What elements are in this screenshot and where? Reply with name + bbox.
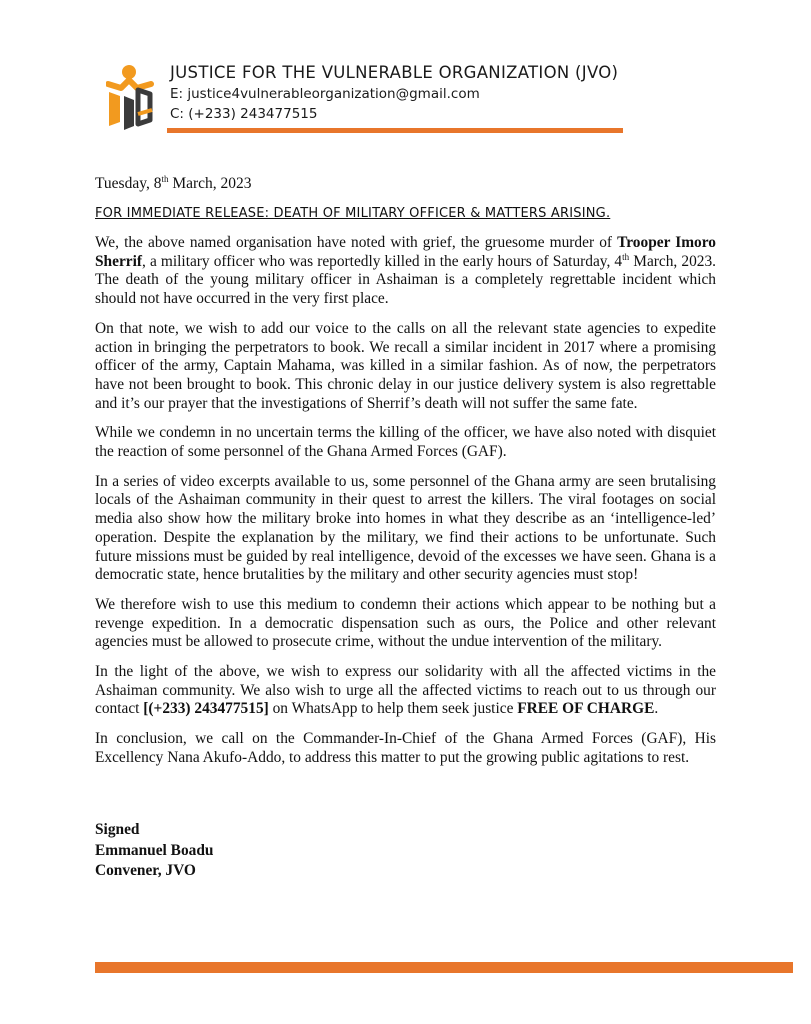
paragraph-2: On that note, we wish to add our voice to the calls on all the relevant state agencies to expedite action in bringing the perpetrators to book. We recall a similar incident in 2017 where a promising officer of the army, Captain Mahama, was killed in a similar fashion. As of now, the perpetrators have not been brought to book. This chronic delay in our justice delivery system is also regrettable and it’s our prayer that the investigations of Sherrif’s death will not suffer the same fate. [95,319,716,412]
org-phone: C: (+233) 243477515 [170,106,318,122]
header-divider [167,128,623,133]
paragraph-7: In conclusion, we call on the Commander-In-Chief of the Ghana Armed Forces (GAF), His Excellency Nana Akufo-Addo, to address this matter to put the growing public agitations to rest. [95,730,716,766]
letter-body [95,234,716,779]
signatory-title: Convener, JVO [95,862,196,879]
paragraph-4: In a series of video excerpts available to us, some personnel of the Ghana army are seen brutalising locals of the Ashaiman community in their quest to arrest the killers. The viral footages on social media also show how the military broke into homes in what they describe as an ‘intelligence-led’ operation. Despite the explanation by the military, we find their actions to be unfortunate. Such future missions must be guided by real intelligence, devoid of the excesses we have seen. Ghana is a democratic state, hence brutalities by the military and other security agencies must stop! [95,472,716,584]
signatory-name: Emmanuel Boadu [95,841,214,859]
signature-block [95,820,213,882]
paragraph-6: In the light of the above, we wish to express our solidarity with all the affected victims in the Ashaiman community. We also wish to urge all the affected victims to reach out to us through our contact [(+233) 243477515] on WhatsApp to help them seek justice FREE OF CHARGE. [95,663,716,718]
letter-date: Tuesday, 8th March, 2023 [95,174,252,193]
press-release-headline: FOR IMMEDIATE RELEASE: DEATH OF MILITARY OFFICER & MATTERS ARISING. [95,206,611,221]
paragraph-1: We, the above named organisation have noted with grief, the gruesome murder of Trooper Imoro Sherrif, a military officer who was reportedly killed in the early hours of Saturday, 4th March, 2023. The death of the young military officer in Ashaiman is a completely regrettable incident which should not have occurred in the very first place. [95,234,717,308]
footer-divider [95,962,793,973]
paragraph-3: While we condemn in no uncertain terms the killing of the officer, we have also noted with disquiet the reaction of some personnel of the Ghana Armed Forces (GAF). [95,424,716,461]
org-name: JUSTICE FOR THE VULNERABLE ORGANIZATION (JVO) [170,63,619,82]
signed-label: Signed [95,821,140,838]
paragraph-5: We therefore wish to use this medium to condemn their actions which appear to be nothing but a revenge expedition. In a democratic dispensation such as ours, the Police and other relevant agencies must be allowed to prosecute crime, without the undue intervention of the military. [95,595,716,651]
jvo-logo-icon [106,62,162,132]
org-email: E: justice4vulnerableorganization@gmail.com [170,86,480,102]
